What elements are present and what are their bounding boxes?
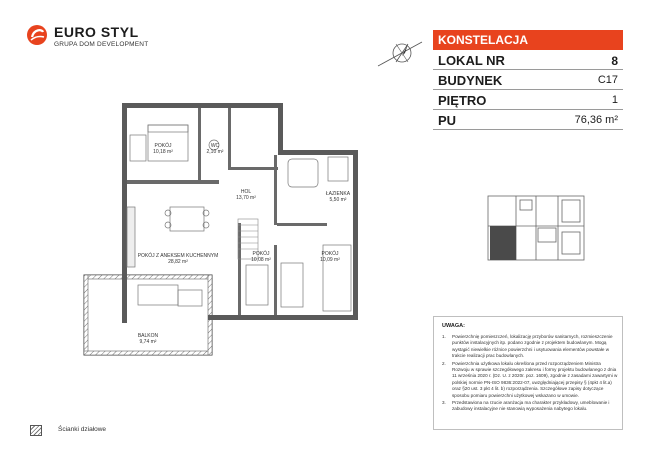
value-pu: 76,36 m² [574,114,618,126]
brand-subtitle: GRUPA DOM DEVELOPMENT [54,41,149,48]
building-key-plan [486,192,586,264]
room-area-pokoj-2: 10,08 m² [251,257,271,263]
room-name-pokoj-2: POKÓJ [252,251,270,257]
compass-icon [372,36,428,72]
room-name-pokoj-3: POKÓJ [321,251,339,257]
row-pu [433,110,623,130]
label-pu: PU [438,113,457,128]
room-area-salon: 28,82 m² [168,259,188,265]
room-name-balkon: BALKON [137,333,159,339]
note-text-3: Przedstawiona na rzucie aranżacja ma charakter przykładowy, umeblowanie i zabudowy instalacyjne nie stanowią wyposażenia nabytego lokalu. [452,400,610,412]
notes-box [433,316,623,430]
room-area-pokoj-1: 10,18 m² [153,149,173,155]
room-name-hol: HOL [240,189,252,195]
highlighted-unit [490,226,516,260]
room-area-balkon: 9,74 m² [139,339,157,345]
row-pietro [433,90,623,110]
room-area-pokoj-3: 10,09 m² [320,257,340,263]
room-name-wc: WC [210,143,220,149]
note-text-1: Powierzchnię pomieszczeń, lokalizację przyborów sanitarnych, rozmieszczenie punktów instalacyjnych itp. podano zgodnie z projektem budowlanym. Mogą wystąpić niewielkie różnice powierzchni i usytuowania elementów powstałe w trakcie realizacji prac budowlanych. [452,334,613,359]
value-pietro: 1 [611,94,618,106]
value-budynek: C17 [597,74,618,86]
room-area-wc: 2,10 m² [206,149,224,155]
project-name: KONSTELACJA [433,30,623,50]
room-name-pokoj-1: POKÓJ [154,143,172,149]
value-lokal: 8 [611,54,618,68]
euro-styl-logo-mark [26,24,48,46]
row-budynek [433,70,623,90]
room-name-salon: POKÓJ Z ANEKSEM KUCHENNYM [137,253,219,259]
brand-name: EURO STYL [54,24,139,40]
floor-plan [78,95,378,365]
room-area-lazienka: 5,50 m² [329,197,347,203]
label-budynek: BUDYNEK [438,73,503,88]
notes-title: UWAGA: [442,323,465,329]
room-area-hol: 13,70 m² [236,195,256,201]
legend-label: Ścianki działowe [58,426,107,433]
notes-list [442,334,618,414]
note-item: 2. Powierzchnia użytkowa lokalu określona przed rozporządzeniem Ministra Rozwoju w sprawie szczegółowego zakresu i formy projektu budowlanego z dnia 11 września 2020 r. (Dz. U. z 2020r. poz. 1609), zgodnie z zasadami zawartymi w polskiej normie PN-ISO 9836:2022-07, uwzględniającej przepisy § (4pkt 4 lit.a) oraz §20 ust. 3 pkt 4 lit. b) rozporządzenia. Szczegółowe zapisy dotyczące sposobu pomiaru powierzchni użytkowej wskazano w umowie. [442,360,618,398]
row-lokal [433,50,623,70]
legend [30,425,150,439]
partition-wall-swatch [30,425,42,436]
label-lokal: LOKAL NR [438,53,505,68]
brand-logo [26,24,149,52]
label-pietro: PIĘTRO [438,93,487,108]
note-item: 3. Przedstawiona na rzucie aranżacja ma charakter przykładowy, umeblowanie i zabudowy instalacyjne nie stanowią wyposażenia nabytego lokalu. [442,400,610,412]
room-name-lazienka: ŁAZIENKA [325,191,351,197]
note-text-2: Powierzchnia użytkowa lokalu określona przed rozporządzeniem Ministra Rozwoju w sprawie szczegółowego zakresu i formy projektu budowlanego z dnia 11 września 2020 r. (Dz. U. z 2020r. poz. 1609), zgodnie z zasadami zawartymi w polskiej normie PN-ISO 9836:2022-07, uwzględniającej przepisy § (4pkt 4 lit.a) oraz §20 ust. 3 pkt 4 lit. b) rozporządzenia. Szczegółowe zapisy dotyczące sposobu pomiaru powierzchni użytkowej wskazano w umowie. [452,360,618,398]
note-item: 1. Powierzchnię pomieszczeń, lokalizację przyborów sanitarnych, rozmieszczenie punktów instalacyjnych itp. podano zgodnie z projektem budowlanym. Mogą wystąpić niewielkie różnice powierzchni i usytuowania elementów powstałe w trakcie realizacji prac budowlanych. [442,334,613,359]
